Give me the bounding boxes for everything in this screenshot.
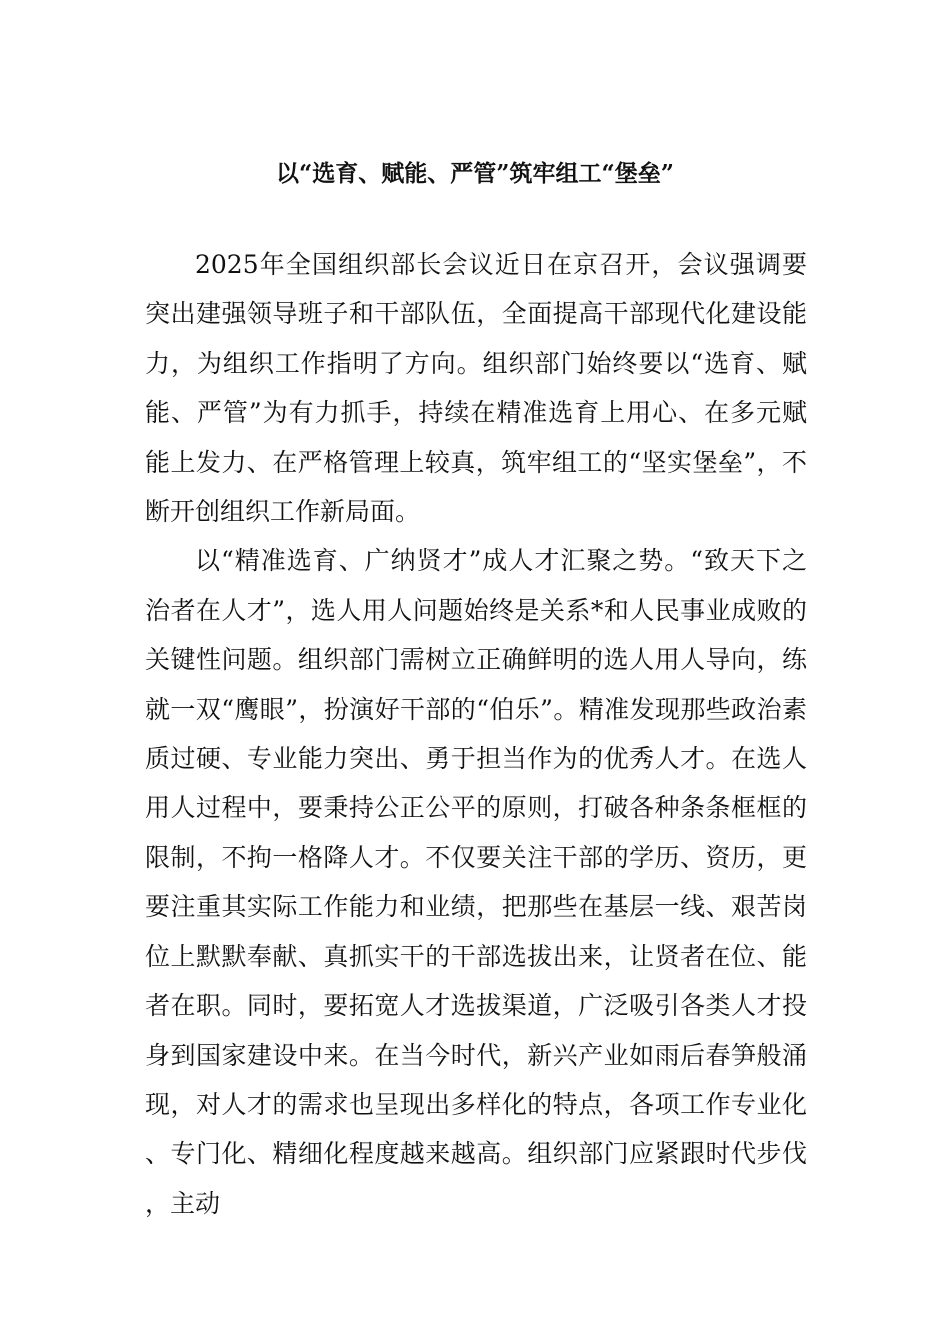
document-title: 以“选育、赋能、严管”筑牢组工“堡垒” xyxy=(276,160,674,187)
paragraph-2: 以“精准选育、广纳贤才”成人才汇聚之势。“致天下之治者在人才”，选人用人问题始终是关系*和人民事业成败的关键性问题。组织部门需树立正确鲜明的选人用人导向，练就一双“鹰眼”，扮演好干部的“伯乐”。精准发现那些政治素质过硬、专业能力突出、勇于担当作为的优秀人才。在选人用人过程中，要秉持公正公平的原则，打破各种条条框框的限制，不拘一格降人才。不仅要关注干部的学历、资历，更要注重其实际工作能力和业绩，把那些在基层一线、艰苦岗位上默默奉献、真抓实干的干部选拔出来，让贤者在位、能者在职。同时，要拓宽人才选拔渠道，广泛吸引各类人才投身到国家建设中来。在当今时代，新兴产业如雨后春笋般涌现，对人才的需求也呈现出多样化的特点，各项工作专业化、专门化、精细化程度越来越高。组织部门应紧跟时代步伐，主动 xyxy=(145,546,807,1218)
paragraph-1: 2025年全国组织部长会议近日在京召开，会议强调要突出建强领导班子和干部队伍，全面提高干部现代化建设能力，为组织工作指明了方向。组织部门始终要以“选育、赋能、严管”为有力抓手，持续在精准选育上用心、在多元赋能上发力、在严格管理上较真，筑牢组工的“坚实堡垒”，不断开创组织工作新局面。 xyxy=(145,250,807,527)
document-body xyxy=(145,240,807,1228)
